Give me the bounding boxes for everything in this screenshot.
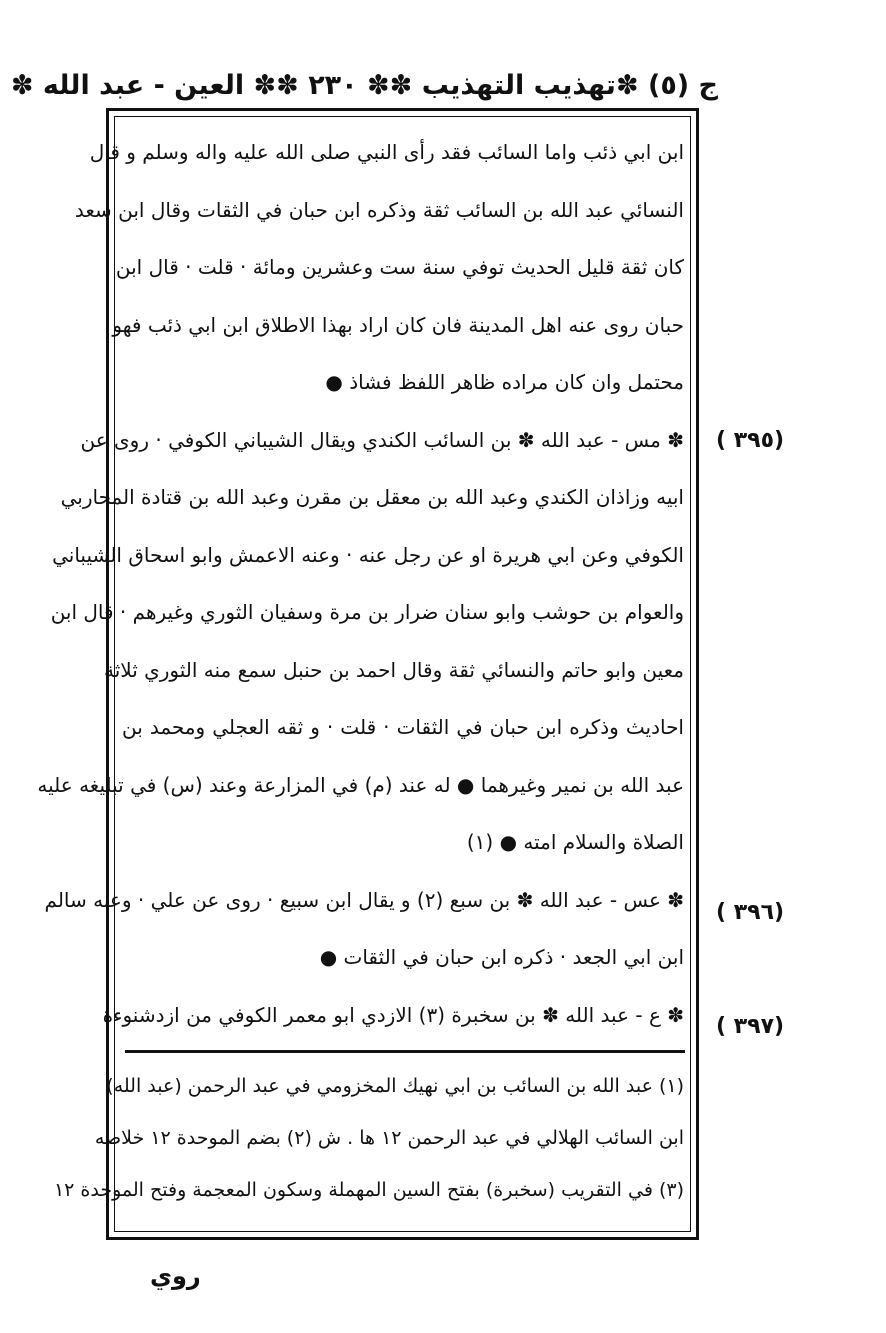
header-section: ✽ العين - عبد الله ✽ bbox=[10, 69, 277, 101]
text-line: محتمل وان كان مراده ظاهر اللفظ فشاذ ● bbox=[325, 370, 684, 394]
header-book-title: تهذيب التهذيب ✽ bbox=[389, 69, 616, 101]
footnote-line: (١) عبد الله بن السائب بن ابي نهيك المخزومي في عبد الرحمن (عبد الله) bbox=[106, 1075, 684, 1097]
footnote-line: (٣) في التقريب (سخبرة) بفتح السين المهملة وسكون المعجمة وفتح الموحدة ١٢ bbox=[53, 1179, 684, 1201]
text-line: ابن ابي ذئب واما السائب فقد رأى النبي صلى الله عليه واله وسلم و قال bbox=[89, 140, 684, 164]
text-line: النسائي عبد الله بن السائب ثقة وذكره ابن حبان في الثقات وقال ابن سعد bbox=[74, 197, 684, 222]
text-line: ابيه وزاذان الكندي وعبد الله بن معقل بن مقرن وعبد الله بن قتادة المحاربي bbox=[60, 485, 684, 509]
text-line: ✽ ع - عبد الله ✽ بن سخبرة (٣) الازدي ابو معمر الكوفي من ازدشنوءة bbox=[102, 1002, 684, 1027]
text-line: الكوفي وعن ابي هريرة او عن رجل عنه · وعنه الاعمش وابو اسحاق الشيباني bbox=[52, 542, 684, 567]
text-line: حبان روى عنه اهل المدينة فان كان اراد بهذا الاطلاق ابن ابي ذئب فهو bbox=[112, 312, 684, 337]
text-line: ✽ مس - عبد الله ✽ بن السائب الكندي ويقال الشيباني الكوفي · روى عن bbox=[80, 427, 684, 452]
footnotes bbox=[53, 1060, 684, 1216]
entry-number: ( ٣٩٧) bbox=[716, 1014, 785, 1039]
text-line: كان ثقة قليل الحديث توفي سنة ست وعشرين ومائة · قلت · قال ابن bbox=[115, 255, 684, 279]
text-line: معين وابو حاتم والنسائي ثقة وقال احمد بن حنبل سمع منه الثوري ثلاثة bbox=[103, 657, 684, 682]
text-line: احاديث وذكره ابن حبان في الثقات · قلت · و ثقه العجلي ومحمد بن bbox=[122, 715, 684, 739]
main-text bbox=[37, 124, 684, 1044]
header-volume: ج (٥) ✽ bbox=[615, 69, 718, 101]
header-page-number: ✽ ٢٣٠ ✽ bbox=[276, 69, 390, 101]
text-line: الصلاة والسلام امته ● (١) bbox=[466, 830, 684, 854]
catchword: روي bbox=[150, 1262, 201, 1290]
footnote-divider bbox=[125, 1050, 685, 1053]
text-line: ابن ابي الجعد · ذكره ابن حبان في الثقات ● bbox=[319, 945, 684, 969]
running-header bbox=[10, 62, 718, 108]
text-line: ✽ عس - عبد الله ✽ بن سبع (٢) و يقال ابن سبيع · روى عن علي · وعنه سالم bbox=[44, 887, 684, 912]
entry-number: ( ٣٩٦) bbox=[716, 900, 785, 925]
footnote-line: ابن السائب الهلالي في عبد الرحمن ١٢ ها . ش (٢) بضم الموحدة ١٢ خلاصه bbox=[94, 1127, 684, 1149]
text-line: والعوام بن حوشب وابو سنان ضرار بن مرة وسفيان الثوري وغيرهم · قال ابن bbox=[50, 600, 684, 624]
entry-number: ( ٣٩٥) bbox=[716, 428, 785, 453]
text-line: عبد الله بن نمير وغيرهما ● له عند (م) في المزارعة وعند (س) في تبليغه عليه bbox=[37, 772, 684, 797]
